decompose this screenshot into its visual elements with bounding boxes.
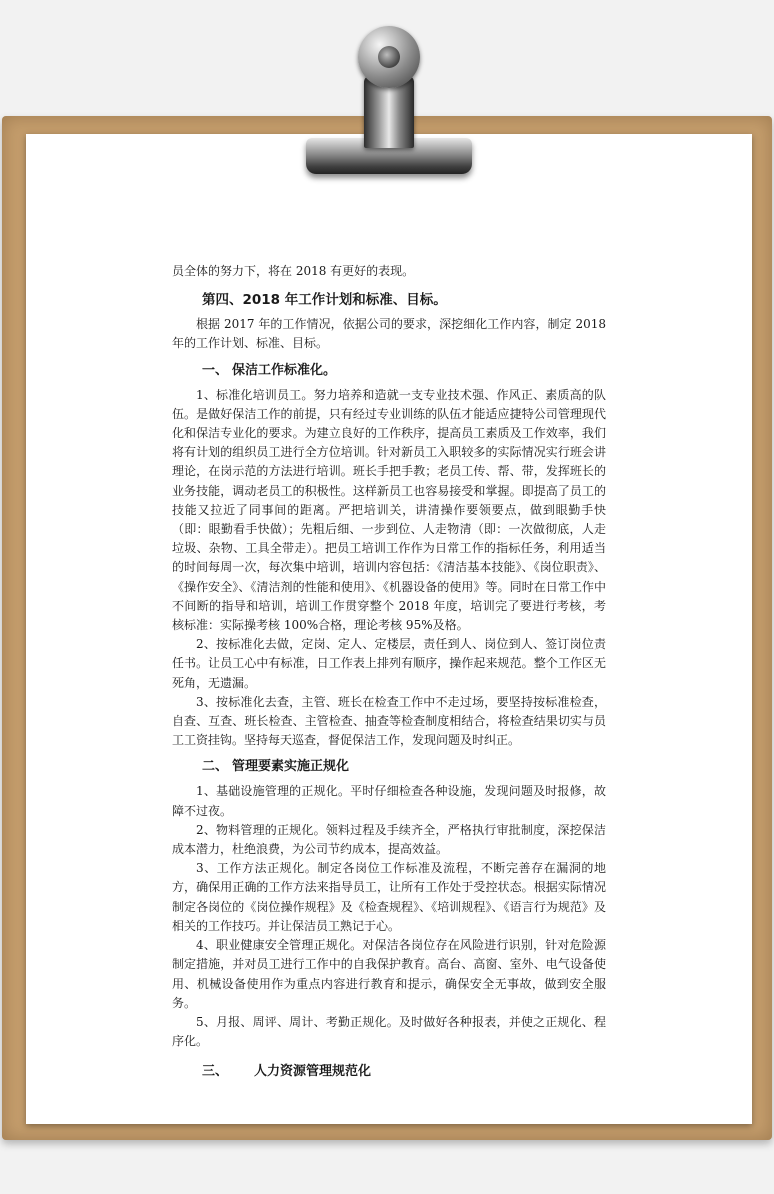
subsection-heading — [202, 361, 606, 381]
paragraph: 4、职业健康安全管理正规化。对保洁各岗位存在风险进行识别，针对危险源制定措施，并对员工进行工作中的自我保护教育。高台、高窗、室外、电气设备使用、机械设备使用作为重点内容进行教育和提示，确保安全无事故，做到安全服务。 — [172, 938, 606, 1010]
document-text — [172, 262, 606, 1087]
binder-clip — [300, 26, 478, 176]
heading-number: 二、 — [202, 759, 229, 775]
subsection-heading — [202, 757, 606, 777]
paragraph: 员全体的努力下，将在 2018 有更好的表现。 — [172, 264, 415, 278]
subsection-heading — [202, 1062, 606, 1082]
paragraph: 3、工作方法正规化。制定各岗位工作标准及流程，不断完善存在漏洞的地方，确保用正确的工作方法来指导员工，让所有工作处于受控状态。根据实际情况制定各岗位的《岗位操作规程》及《检查规程》、《培训规程》、《语言行为规范》及相关的工作技巧。并让保洁员工熟记于心。 — [172, 861, 606, 933]
heading-number: 三、 — [202, 1064, 229, 1080]
paragraph: 2、物料管理的正规化。领料过程及手续齐全，严格执行审批制度，深挖保洁成本潜力，杜绝浪费，为公司节约成本，提高效益。 — [172, 822, 606, 857]
paragraph: 根据 2017 年的工作情况，依据公司的要求，深挖细化工作内容，制定 2018 年的工作计划、标准、目标。 — [172, 317, 606, 351]
clip-hole — [378, 46, 400, 68]
section-heading: 第四、2018 年工作计划和标准、目标。 — [202, 292, 447, 309]
heading-text: 保洁工作标准化。 — [232, 362, 337, 378]
paragraph: 1、标准化培训员工。努力培养和造就一支专业技术强、作风正、素质高的队伍。是做好保洁工作的前提，只有经过专业训练的队伍才能适应捷特公司管理现代化和保洁专业化的要求。为建立良好的工作秩序，提高员工素质及工作效率，我们将有计划的组织员工进行全方位培训。针对新员工入职较多的实际情况实行班会讲理论，在岗示范的方法进行培训。班长手把手教；老员工传、帮、带，发挥班长的业务技能，调动老员工的积极性。这样新员工也容易接受和掌握。即提高了员工的技能又拉近了同事间的距离。严把培训关，讲清操作要领要点，做到眼勤手快（即：眼勤看手快做）；先粗后细、一步到位、人走物清（即：一次做彻底，人走垃圾、杂物、工具全带走）。把员工培训工作作为日常工作的指标任务，利用适当的时间每周一次，每次集中培训，培训内容包括：《清洁基本技能》、《岗位职责》、《操作安全》、《清洁剂的性能和使用》、《机器设备的使用》等。同时在日常工作中不间断的指导和培训，培训工作贯穿整个 2018 年度，培训完了要进行考核，考核标准：实际操考核 100%合格，理论考核 95%及格。 — [172, 387, 606, 633]
paragraph: 1、基础设施管理的正规化。平时仔细检查各种设施，发现问题及时报修，故障不过夜。 — [172, 784, 606, 818]
heading-text: 人力资源管理规范化 — [254, 1064, 372, 1080]
heading-text: 管理要素实施正规化 — [232, 759, 350, 775]
paragraph: 2、按标准化去做，定岗、定人、定楼层，责任到人、岗位到人、签订岗位责任书。让员工心中有标准，日工作表上排列有顺序，操作起来规范。整个工作区无死角，无遗漏。 — [172, 637, 606, 690]
paragraph: 3、按标准化去查，主管、班长在检查工作中不走过场，要坚持按标准检查，自查、互查、班长检查、主管检查、抽查等检查制度相结合，将检查结果切实与员工工资挂钩。坚持每天巡查，督促保洁工作，发现问题及时纠正。 — [172, 694, 606, 748]
paragraph: 5、月报、周评、周计、考勤正规化。及时做好各种报表，并使之正规化、程序化。 — [172, 1014, 606, 1049]
heading-number: 一、 — [202, 362, 229, 378]
